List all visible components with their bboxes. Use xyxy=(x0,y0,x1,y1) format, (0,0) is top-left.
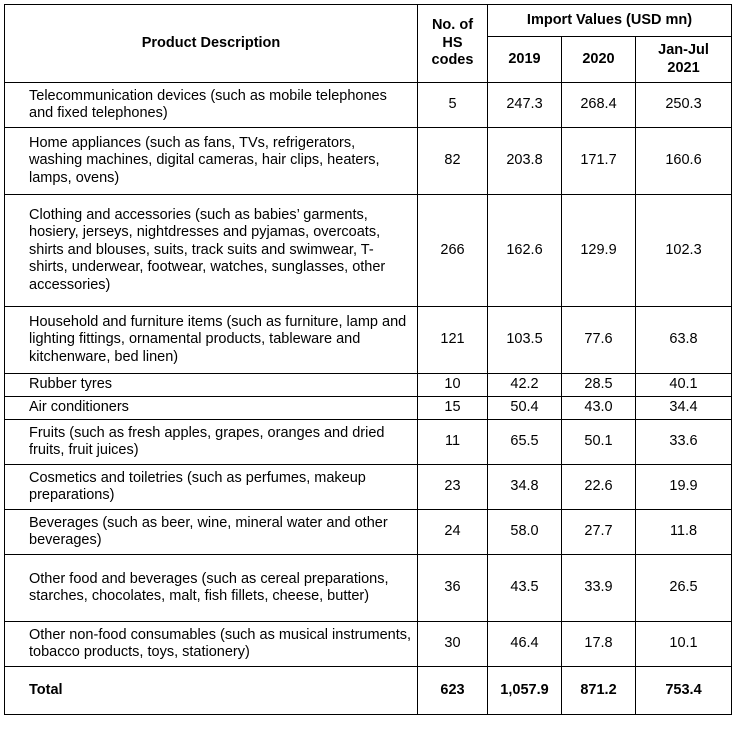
value-2019: 65.5 xyxy=(488,420,562,465)
table-row xyxy=(5,622,732,667)
value-2021: 63.8 xyxy=(636,307,732,374)
value-2021: 40.1 xyxy=(636,374,732,397)
header-product-description: Product Description xyxy=(5,5,418,83)
value-2021: 11.8 xyxy=(636,510,732,555)
hs-codes: 15 xyxy=(418,397,488,420)
value-2020: 17.8 xyxy=(562,622,636,667)
value-2019: 50.4 xyxy=(488,397,562,420)
value-2020: 22.6 xyxy=(562,465,636,510)
hs-codes: 23 xyxy=(418,465,488,510)
total-2019: 1,057.9 xyxy=(488,667,562,715)
value-2021: 33.6 xyxy=(636,420,732,465)
value-2020: 77.6 xyxy=(562,307,636,374)
value-2021: 34.4 xyxy=(636,397,732,420)
value-2021: 160.6 xyxy=(636,128,732,195)
table-row xyxy=(5,510,732,555)
table-row xyxy=(5,128,732,195)
hs-codes: 10 xyxy=(418,374,488,397)
product-description: Fruits (such as fresh apples, grapes, oranges and dried fruits, fruit juices) xyxy=(5,420,418,465)
value-2019: 42.2 xyxy=(488,374,562,397)
value-2020: 268.4 xyxy=(562,83,636,128)
product-description: Household and furniture items (such as furniture, lamp and lighting fittings, ornamental products, tableware and kitchenware, bed linen) xyxy=(5,307,418,374)
table-row xyxy=(5,420,732,465)
header-hs-codes: No. of HS codes xyxy=(418,5,488,83)
value-2020: 33.9 xyxy=(562,555,636,622)
value-2020: 43.0 xyxy=(562,397,636,420)
header-year-2019: 2019 xyxy=(488,37,562,83)
product-description: Beverages (such as beer, wine, mineral water and other beverages) xyxy=(5,510,418,555)
product-description: Other food and beverages (such as cereal preparations, starches, chocolates, malt, fish fillets, cheese, butter) xyxy=(5,555,418,622)
value-2019: 58.0 xyxy=(488,510,562,555)
hs-codes: 121 xyxy=(418,307,488,374)
table-row xyxy=(5,374,732,397)
product-description: Clothing and accessories (such as babies’ garments, hosiery, jerseys, nightdresses and pyjamas, overcoats, shirts and blouses, suits, track suits and swimwear, T-shirts, underwear, footwear, watches, sunglasses, other accessories) xyxy=(5,195,418,307)
value-2021: 19.9 xyxy=(636,465,732,510)
total-hs-codes: 623 xyxy=(418,667,488,715)
table-row xyxy=(5,195,732,307)
value-2020: 171.7 xyxy=(562,128,636,195)
product-description: Cosmetics and toiletries (such as perfumes, makeup preparations) xyxy=(5,465,418,510)
table-row xyxy=(5,397,732,420)
table-row xyxy=(5,307,732,374)
value-2021: 10.1 xyxy=(636,622,732,667)
product-description: Rubber tyres xyxy=(5,374,418,397)
value-2019: 162.6 xyxy=(488,195,562,307)
product-description: Home appliances (such as fans, TVs, refrigerators, washing machines, digital cameras, hair clips, heaters, lamps, ovens) xyxy=(5,128,418,195)
value-2019: 103.5 xyxy=(488,307,562,374)
value-2019: 247.3 xyxy=(488,83,562,128)
value-2021: 102.3 xyxy=(636,195,732,307)
hs-codes: 5 xyxy=(418,83,488,128)
total-row xyxy=(5,667,732,715)
table-row xyxy=(5,465,732,510)
value-2020: 50.1 xyxy=(562,420,636,465)
product-description: Air conditioners xyxy=(5,397,418,420)
value-2019: 203.8 xyxy=(488,128,562,195)
total-label: Total xyxy=(5,667,418,715)
value-2019: 46.4 xyxy=(488,622,562,667)
value-2021: 250.3 xyxy=(636,83,732,128)
hs-codes: 36 xyxy=(418,555,488,622)
import-values-table xyxy=(4,4,732,715)
value-2020: 28.5 xyxy=(562,374,636,397)
table-row xyxy=(5,555,732,622)
product-description: Telecommunication devices (such as mobile telephones and fixed telephones) xyxy=(5,83,418,128)
value-2020: 129.9 xyxy=(562,195,636,307)
hs-codes: 266 xyxy=(418,195,488,307)
hs-codes: 30 xyxy=(418,622,488,667)
total-2021: 753.4 xyxy=(636,667,732,715)
value-2020: 27.7 xyxy=(562,510,636,555)
value-2021: 26.5 xyxy=(636,555,732,622)
hs-codes: 82 xyxy=(418,128,488,195)
table-row xyxy=(5,83,732,128)
value-2019: 43.5 xyxy=(488,555,562,622)
product-description: Other non-food consumables (such as musical instruments, tobacco products, toys, stationery) xyxy=(5,622,418,667)
hs-codes: 24 xyxy=(418,510,488,555)
value-2019: 34.8 xyxy=(488,465,562,510)
header-year-2020: 2020 xyxy=(562,37,636,83)
hs-codes: 11 xyxy=(418,420,488,465)
total-2020: 871.2 xyxy=(562,667,636,715)
header-import-values: Import Values (USD mn) xyxy=(488,5,732,37)
header-year-2021: Jan-Jul 2021 xyxy=(636,37,732,83)
